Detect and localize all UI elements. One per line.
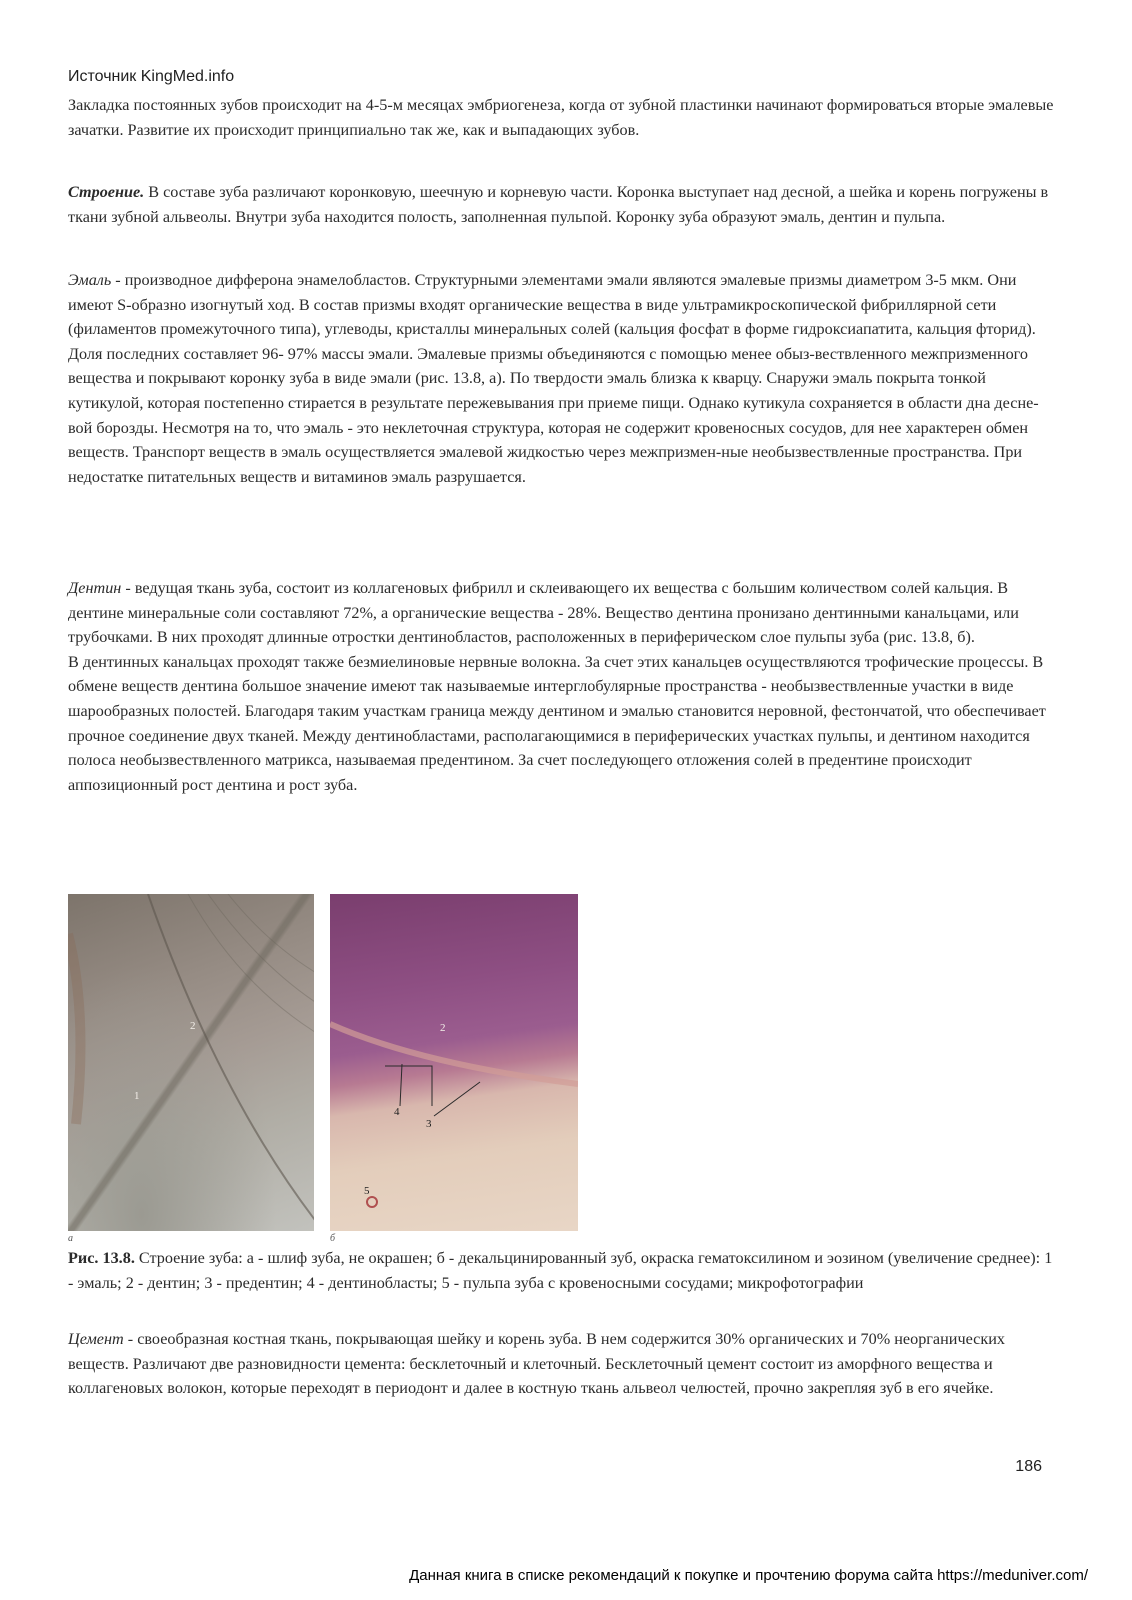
micrograph-b-texture — [330, 894, 578, 1231]
paragraph-intro: Закладка постоянных зубов происходит на 4-5-м месяцах эмбриогенеза, когда от зубной пластинки начинают формироваться вторые эмалевые зачатки. Развитие их происходит принципиально так же, как и выпадающих зубов. — [68, 96, 1054, 139]
term-structure: Строение. — [68, 183, 145, 201]
figure-caption-label: Рис. 13.8. — [68, 1249, 135, 1267]
micrograph-panel-a — [68, 894, 314, 1231]
paragraph-cement-text: - своеобразная костная ткань, покрывающая шейку и корень зуба. В нем содержится 30% органических и 70% неорганических веществ. Различают две разновидности цемента: бесклеточный и клеточный. Бесклеточный цемент состоит из аморфного вещества и коллагеновых волокон, которые переходят в периодонт и далее в костную ткань альвеол челюстей, прочно закрепляя зуб в его ячейке. — [68, 1330, 1005, 1398]
paragraph-structure — [68, 180, 1058, 229]
term-enamel: Эмаль — [68, 271, 112, 289]
micrograph-b-label-3: 3 — [426, 1118, 432, 1130]
micrograph-b-label-2: 2 — [440, 1022, 446, 1034]
page-number: 186 — [1015, 1458, 1042, 1475]
micrograph-a-texture — [68, 894, 314, 1231]
footer-note: Данная книга в списке рекомендаций к покупке и прочтению форума сайта https://meduniver.com/ — [409, 1567, 1088, 1584]
term-dentin: Дентин — [68, 579, 122, 597]
micrograph-a-label-1: 1 — [134, 1090, 140, 1102]
panel-b-letter: б — [330, 1233, 336, 1244]
paragraph-structure-text: В составе зуба различают коронковую, шеечную и корневую части. Коронка выступает над десной, а шейка и корень погружены в ткани зубной альвеолы. Внутри зуба находится полость, заполненная пульпой. Коронку зуба образуют эмаль, дентин и пульпа. — [68, 183, 1049, 226]
micrograph-b-label-5: 5 — [364, 1185, 370, 1197]
paragraph-dentin-text: - ведущая ткань зуба, состоит из коллагеновых фибрилл и склеивающего их вещества с большим количеством солей кальция. В дентине минеральные соли составляют 72%, а органические вещества - 28%. Вещество дентина пронизано дентинными канальцами, или трубочками. В них проходят длинные отростки дентинобластов, расположенных в периферическом слое пульпы зуба (рис. 13.8, б). — [68, 579, 1019, 647]
paragraph-dentin-continued: В дентинных канальцах проходят также безмиелиновые нервные волокна. За счет этих канальцев осуществляются трофические процессы. В обмене веществ дентина большое значение имеют так называемые интерглобулярные пространства - необызвествленные участки в виде шарообразных полостей. Благодаря таким участкам граница между дентином и эмалью становится неровной, фестончатой, что обеспечивает прочное соединение двух тканей. Между дентинобластами, располагающимися в периферических участках пульпы, и дентином находится полоса необызвествленного матрикса, называемая предентином. За счет последующего отложения солей в предентине происходит аппозиционный рост дентина и рост зуба. — [68, 652, 1046, 794]
panel-a-letter: а — [68, 1233, 73, 1244]
figure-caption-text: Строение зуба: а - шлиф зуба, не окрашен; б - декальцинированный зуб, окраска гематоксилином и эозином (увеличение среднее): 1 - эмаль; 2 - дентин; 3 - предентин; 4 - дентинобласты; 5 - пульпа зуба с кровеносными сосудами; микрофотографии — [68, 1249, 1053, 1292]
micrograph-panel-b — [330, 894, 578, 1231]
micrograph-b-label-4: 4 — [394, 1106, 400, 1118]
micrograph-a-label-2: 2 — [190, 1020, 196, 1032]
figure-caption — [68, 1246, 1058, 1295]
paragraph-enamel — [68, 268, 1058, 489]
paragraph-dentin — [68, 576, 1058, 797]
term-cement: Цемент — [68, 1330, 124, 1348]
paragraph-enamel-text: - производное дифферона энамелобластов. Структурными элементами эмали являются эмалевые призмы диаметром 3-5 мкм. Они имеют S-образно изогнутый ход. В состав призмы входят органические вещества в виде ультрамикроскопической фибриллярной сети (филаментов промежуточного типа), углеводы, кристаллы минеральных солей (кальция фосфат в форме гидроксиапатита, кальция фторид). Доля последних составляет 96- 97% массы эмали. Эмалевые призмы объединяются с помощью менее обыз-вествленного межпризменного вещества и покрывают коронку зуба в виде эмали (рис. 13.8, а). По твердости эмаль близка к кварцу. Снаружи эмаль покрыта тонкой кутикулой, которая постепенно стирается в результате пережевывания при приеме пищи. Однако кутикула сохраняется в области дна десне-вой борозды. Несмотря на то, что эмаль - это неклеточная структура, которая не содержит кровеносных сосудов, для нее характерен обмен веществ. Транспорт веществ в эмаль осуществляется эмалевой жидкостью через межпризмен-ные необызвествленные пространства. При недостатке питательных веществ и витаминов эмаль разрушается. — [68, 271, 1039, 486]
source-header: Источник KingMed.info — [68, 68, 235, 85]
paragraph-cement — [68, 1327, 1058, 1401]
